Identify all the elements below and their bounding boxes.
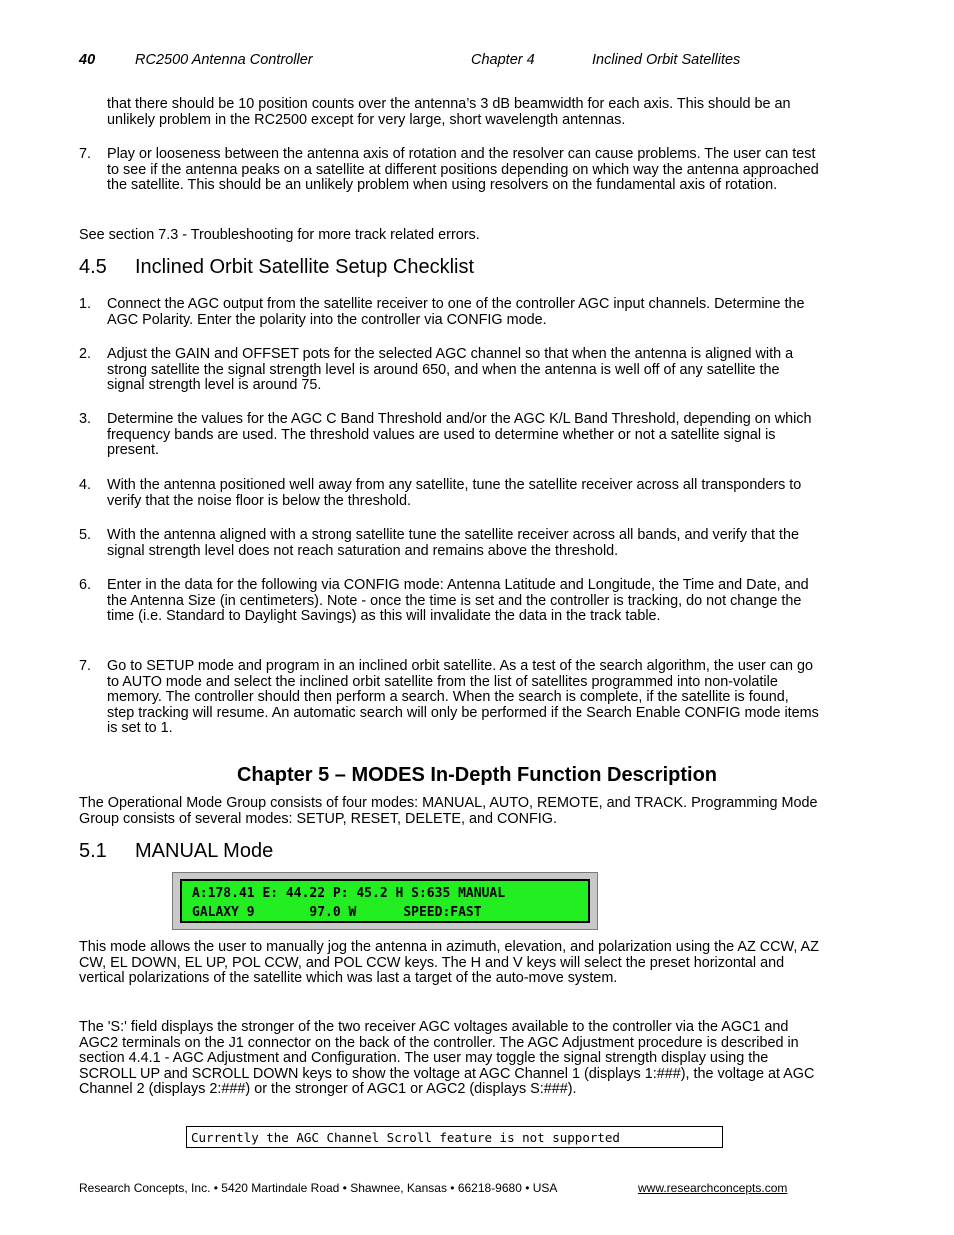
list-text: Enter in the data for the following via CONFIG mode: Antenna Latitude and Longitude, the Time and Date, and the Antenna Size (in centimeters). Note - once the time is set and the controller is tracking, do not change the time (i.e. Standard to Daylight Savings) as this will invalidate the data in the track table.	[107, 577, 809, 625]
list-text: With the antenna aligned with a strong satellite tune the satellite receiver across all bands, and verify that the signal strength level does not reach saturation and remains above the threshold.	[107, 527, 799, 559]
list-text: With the antenna positioned well away from any satellite, tune the satellite receiver across all transponders to verify that the noise floor is below the threshold.	[107, 477, 802, 509]
footer-address: Research Concepts, Inc. • 5420 Martindale Road • Shawnee, Kansas • 66218-9680 • USA	[79, 1181, 558, 1195]
list-number: 6.	[79, 577, 92, 593]
manual-mode-paragraph: This mode allows the user to manually jog the antenna in azimuth, elevation, and polarization using the AZ CCW, AZ CW, EL DOWN, EL UP, POL CCW, and POL CCW keys. The H and V keys will select the preset horizontal and vertical polarizations of the satellite which was last a target of the auto-move system.	[79, 939, 819, 987]
footer-website-link[interactable]: www.researchconcepts.com	[638, 1181, 788, 1195]
section-title: Inclined Orbit Satellite Setup Checklist	[135, 256, 475, 278]
list-number: 2.	[79, 346, 92, 362]
lcd-display	[180, 879, 590, 923]
list-number: 7.	[79, 146, 92, 162]
see-section-text: See section 7.3 - Troubleshooting for more track related errors.	[79, 227, 480, 243]
list-text: Go to SETUP mode and program in an inclined orbit satellite. As a test of the search algorithm, the user can go to AUTO mode and select the inclined orbit satellite from the list of satellites programmed into non-volatile memory. The controller should then perform a search. When the search is complete, if the satellite is found, step tracking will resume. An automatic search will only be performed if the Search Enable CONFIG mode items is set to 1.	[107, 658, 819, 737]
list-number: 7.	[79, 658, 92, 674]
header-product: RC2500 Antenna Controller	[135, 52, 313, 68]
chapter-heading: Chapter 5 – MODES In-Depth Function Description	[236, 764, 718, 786]
list-number: 1.	[79, 296, 92, 312]
section-number: 5.1	[79, 840, 107, 862]
section-title: MANUAL Mode	[135, 840, 274, 862]
list-number: 5.	[79, 527, 92, 543]
lcd-line-1: A:178.41 E: 44.22 P: 45.2 H S:635 MANUAL	[192, 886, 506, 901]
list-number: 3.	[79, 411, 92, 427]
list-text: Play or looseness between the antenna axis of rotation and the resolver can cause problems. The user can test to see if the antenna peaks on a satellite at different positions depending on which way the antenna approached the satellite. This should be an unlikely problem when using resolvers on the fundamental axis of rotation.	[107, 146, 819, 194]
list-number: 4.	[79, 477, 92, 493]
list-text: Determine the values for the AGC C Band Threshold and/or the AGC K/L Band Threshold, depending on which frequency bands are used. The threshold values are used to determine whether or not a satellite signal is present.	[107, 411, 812, 459]
page-number: 40	[79, 52, 96, 68]
list-text: Adjust the GAIN and OFFSET pots for the selected AGC channel so that when the antenna is aligned with a strong satellite the signal strength level is around 650, and when the antenna is well off of any satellite the signal strength level is around 75.	[107, 346, 794, 394]
list-text: Connect the AGC output from the satellite receiver to one of the controller AGC input channels. Determine the AGC Polarity. Enter the polarity into the controller via CONFIG mode.	[107, 296, 805, 328]
lcd-display-frame	[172, 872, 598, 930]
header-chapter: Chapter 4	[471, 52, 535, 68]
lcd-line-2: GALAXY 9 97.0 W SPEED:FAST	[192, 905, 482, 920]
notice-box: Currently the AGC Channel Scroll feature is not supported	[186, 1126, 723, 1148]
agc-paragraph: The 'S:' field displays the stronger of the two receiver AGC voltages available to the controller via the AGC1 and AGC2 terminals on the J1 connector on the back of the controller. The AGC Adjustment procedure is described in section 4.4.1 - AGC Adjustment and Configuration. The user may toggle the signal strength display using the SCROLL UP and SCROLL DOWN keys to show the voltage at AGC Channel 1 (displays 1:###), the voltage at AGC Channel 2 (displays 2:###) or the stronger of AGC1 or AGC2 (displays S:###).	[79, 1019, 815, 1098]
section-number: 4.5	[79, 256, 107, 278]
intro-paragraph: that there should be 10 position counts over the antenna’s 3 dB beamwidth for each axis. This should be an unlikely problem in the RC2500 except for very large, short wavelength antennas.	[107, 96, 791, 128]
header-chapter-title: Inclined Orbit Satellites	[592, 52, 741, 68]
chapter-intro: The Operational Mode Group consists of four modes: MANUAL, AUTO, REMOTE, and TRACK. Programming Mode Group consists of several modes: SETUP, RESET, DELETE, and CONFIG.	[79, 795, 818, 827]
